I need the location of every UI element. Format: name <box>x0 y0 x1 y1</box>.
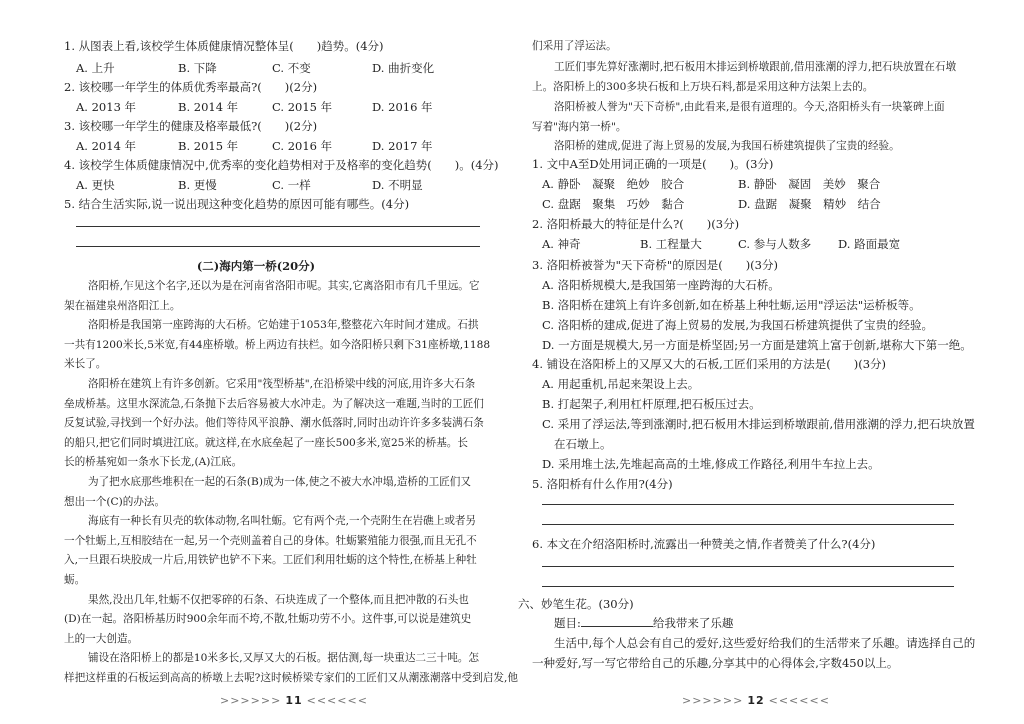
passage-line: 写着"海内第一桥"。 <box>532 121 627 133</box>
essay-prompt-line: 一种爱好,写一写它带给自己的乐趣,分享其中的心得体会,字数450以上。 <box>532 656 899 670</box>
passage-line: 洛阳桥在建筑上有许多创新。它采用"筏型桥基",在沿桥梁中线的河底,用许多大石条 <box>88 378 476 390</box>
section-title: (二)海内第一桥(20分) <box>196 259 316 273</box>
r-q3-option-c: C. 洛阳桥的建成,促进了海上贸易的发展,为我国石桥建筑提供了宝贵的经验。 <box>542 318 934 332</box>
q4-option-b: B. 更慢 <box>178 178 217 192</box>
question-4-text: 4. 该校学生体质健康情况中,优秀率的变化趋势相对于及格率的变化趋势( )。(4分) <box>64 158 499 172</box>
q1-option-c: C. 不变 <box>272 61 311 75</box>
footer-deco: >>>>>> <box>682 694 744 707</box>
essay-prompt-line: 生活中,每个人总会有自己的爱好,这些爱好给我们的生活带来了乐趣。请选择自己的 <box>554 636 976 650</box>
q4-option-a: A. 更快 <box>76 178 115 192</box>
page-number: 11 <box>285 694 303 707</box>
topic-blank[interactable] <box>581 616 653 627</box>
page-footer <box>220 694 368 707</box>
passage-line: 为了把水底那些堆积在一起的石条(B)成为一体,使之不被大水冲塌,造桥的工匠们又 <box>88 476 471 488</box>
r-q2-option-b: B. 工程量大 <box>640 237 702 251</box>
q2-option-a: A. 2013 年 <box>76 100 137 114</box>
r-question-5-text: 5. 洛阳桥有什么作用?(4分) <box>532 477 673 491</box>
question-5-text: 5. 结合生活实际,说一说出现这种变化趋势的原因可能有哪些。(4分) <box>64 197 410 211</box>
passage-line: 一共有1200米长,5米宽,有44座桥墩。桥上两边有扶栏。如今洛阳桥只剩下31座桥墩,1188 <box>64 338 491 351</box>
r-q4-option-d: D. 采用堆土法,先堆起高高的土堆,修成工作路径,利用牛车拉上去。 <box>542 457 880 471</box>
answer-line[interactable] <box>542 504 954 505</box>
answer-line[interactable] <box>542 586 954 587</box>
passage-line: 长的桥基宛如一条水下长龙,(A)江底。 <box>64 456 243 469</box>
q3-option-a: A. 2014 年 <box>76 139 137 153</box>
passage-line: 洛阳桥是我国第一座跨海的大石桥。它始建于1053年,整整花六年时间才建成。石拱 <box>88 319 479 332</box>
r-question-4-text: 4. 铺设在洛阳桥上的又厚又大的石板,工匠们采用的方法是( )(3分) <box>532 357 887 371</box>
q3-option-c: C. 2016 年 <box>272 139 333 153</box>
r-q1-option-a: A. 静卧 凝聚 绝妙 胶合 <box>542 177 685 191</box>
passage-line: 蛎。 <box>64 574 86 586</box>
r-question-1-text: 1. 文中A至D处用词正确的一项是( )。(3分) <box>532 157 774 171</box>
passage-line: 一个牡蛎上,互相胶结在一起,另一个壳则盖着自己的身体。牡蛎繁殖能力很强,而且无孔不 <box>64 534 477 547</box>
footer-deco: <<<<<< <box>306 694 368 707</box>
r-q1-option-c: C. 盘踞 聚集 巧妙 黏合 <box>542 197 685 211</box>
q1-option-d: D. 曲折变化 <box>372 61 435 75</box>
passage-line: 反复试验,寻找到一个好办法。他们等待风平浪静、潮水低落时,同时出动许许多多装满石条 <box>64 417 484 430</box>
answer-line[interactable] <box>542 524 954 525</box>
q2-option-c: C. 2015 年 <box>272 100 333 114</box>
passage-line: 工匠们事先算好涨潮时,把石板用木排运到桥墩跟前,借用涨潮的浮力,把石块放置在石墩 <box>554 61 957 73</box>
q1-option-b: B. 下降 <box>178 61 217 75</box>
passage-line: 米长了。 <box>64 358 107 371</box>
r-question-2-text: 2. 洛阳桥最大的特征是什么?( )(3分) <box>532 217 740 231</box>
answer-line[interactable] <box>542 566 954 567</box>
passage-line: 们采用了浮运法。 <box>532 40 617 52</box>
answer-line[interactable] <box>76 226 480 227</box>
r-q3-option-b: B. 洛阳桥在建筑上有许多创新,如在桥基上种牡蛎,运用"浮运法"运桥板等。 <box>542 298 921 312</box>
footer-deco: >>>>>> <box>220 694 282 707</box>
passage-line: 海底有一种长有贝壳的软体动物,名叫牡蛎。它有两个壳,一个壳附生在岩礁上或者另 <box>88 515 477 528</box>
page-number: 12 <box>747 694 765 707</box>
q4-option-c: C. 一样 <box>272 178 311 192</box>
r-q2-option-a: A. 神奇 <box>542 237 581 251</box>
passage-line: 洛阳桥被人誉为"天下奇桥",由此看来,是很有道理的。今天,洛阳桥头有一块篆碑上面 <box>554 101 945 113</box>
r-q1-option-d: D. 盘踞 凝聚 精妙 结合 <box>738 197 881 211</box>
passage-line: 洛阳桥,乍见这个名字,还以为是在河南省洛阳市呢。其实,它离洛阳市有几千里远。它 <box>88 280 480 292</box>
right-page <box>512 0 1024 724</box>
page-footer <box>682 694 830 707</box>
r-q4-option-b: B. 打起架子,利用杠杆原理,把石板压过去。 <box>542 397 761 411</box>
q4-option-d: D. 不明显 <box>372 178 423 192</box>
q1-option-a: A. 上升 <box>76 61 115 75</box>
r-q4-option-a: A. 用起重机,吊起来架设上去。 <box>542 377 700 391</box>
passage-line: 果然,没出几年,牡蛎不仅把零碎的石条、石块连成了一个整体,而且把冲散的石头也 <box>88 593 469 606</box>
passage-line: 铺设在洛阳桥上的都是10米多长,又厚又大的石板。据估测,每一块重达二三十吨。怎 <box>88 652 479 665</box>
passage-line: 入,一旦跟石块胶成一片后,用铁铲也铲不下来。工匠们利用牡蛎的这个特性,在桥基上种牡 <box>64 554 477 567</box>
passage-line: 垒成桥基。这里水深流急,石条抛下去后容易被大水冲走。为了解决这一难题,当时的工匠们 <box>64 397 484 410</box>
passage-line: 上的一大创造。 <box>64 632 139 645</box>
r-q2-option-d: D. 路面最宽 <box>838 237 901 251</box>
essay-topic <box>554 615 733 631</box>
passage-line: 的船只,把它们同时填进江底。就这样,在水底垒起了一座长500多米,宽25米的桥基。长 <box>64 436 468 449</box>
passage-line: 架在福建泉州洛阳江上。 <box>64 299 181 312</box>
passage-line: (D)在一起。洛阳桥基历时900余年而不垮,不散,牡蛎功劳不小。这件事,可以说是建筑史 <box>64 613 472 626</box>
r-q2-option-c: C. 参与人数多 <box>738 237 812 251</box>
q2-option-b: B. 2014 年 <box>178 100 239 114</box>
q3-option-d: D. 2017 年 <box>372 139 433 153</box>
r-q1-option-b: B. 静卧 凝固 美妙 聚合 <box>738 177 881 191</box>
r-question-3-text: 3. 洛阳桥被誉为"天下奇桥"的原因是( )(3分) <box>532 258 778 272</box>
answer-line[interactable] <box>76 246 480 247</box>
q3-option-b: B. 2015 年 <box>178 139 239 153</box>
r-q3-option-a: A. 洛阳桥规模大,是我国第一座跨海的大石桥。 <box>542 278 780 292</box>
q2-option-d: D. 2016 年 <box>372 100 433 114</box>
section6-title: 六、妙笔生花。(30分) <box>518 597 634 611</box>
topic-prefix: 题目: <box>554 616 581 630</box>
r-question-6-text: 6. 本文在介绍洛阳桥时,流露出一种赞美之情,作者赞美了什么?(4分) <box>532 537 876 551</box>
passage-line: 洛阳桥的建成,促进了海上贸易的发展,为我国石桥建筑提供了宝贵的经验。 <box>554 140 900 152</box>
r-q4-option-c-cont: 在石墩上。 <box>554 437 612 451</box>
r-q4-option-c: C. 采用了浮运法,等到涨潮时,把石板用木排运到桥墩跟前,借用涨潮的浮力,把石块放置 <box>542 417 975 431</box>
question-2-text: 2. 该校哪一年学生的体质优秀率最高?( )(2分) <box>64 80 318 94</box>
r-q3-option-d: D. 一方面是规模大,另一方面是桥坚固;另一方面是建筑上富于创新,堪称大下第一绝。 <box>542 338 972 352</box>
question-1-text: 1. 从图表上看,该校学生体质健康情况整体呈( )趋势。(4分) <box>64 39 384 53</box>
passage-line: 样把这样重的石板运到高高的桥墩上去呢?这时候桥梁专家们的工匠们又从潮涨潮落中受到启发,他 <box>64 672 518 684</box>
footer-deco: <<<<<< <box>768 694 830 707</box>
question-3-text: 3. 该校哪一年学生的健康及格率最低?( )(2分) <box>64 119 318 133</box>
passage-line: 上。洛阳桥上的300多块石板和上万块石料,都是采用这种方法架上去的。 <box>532 81 874 93</box>
passage-line: 想出一个(C)的办法。 <box>64 495 166 508</box>
topic-suffix: 给我带来了乐趣 <box>652 616 734 630</box>
